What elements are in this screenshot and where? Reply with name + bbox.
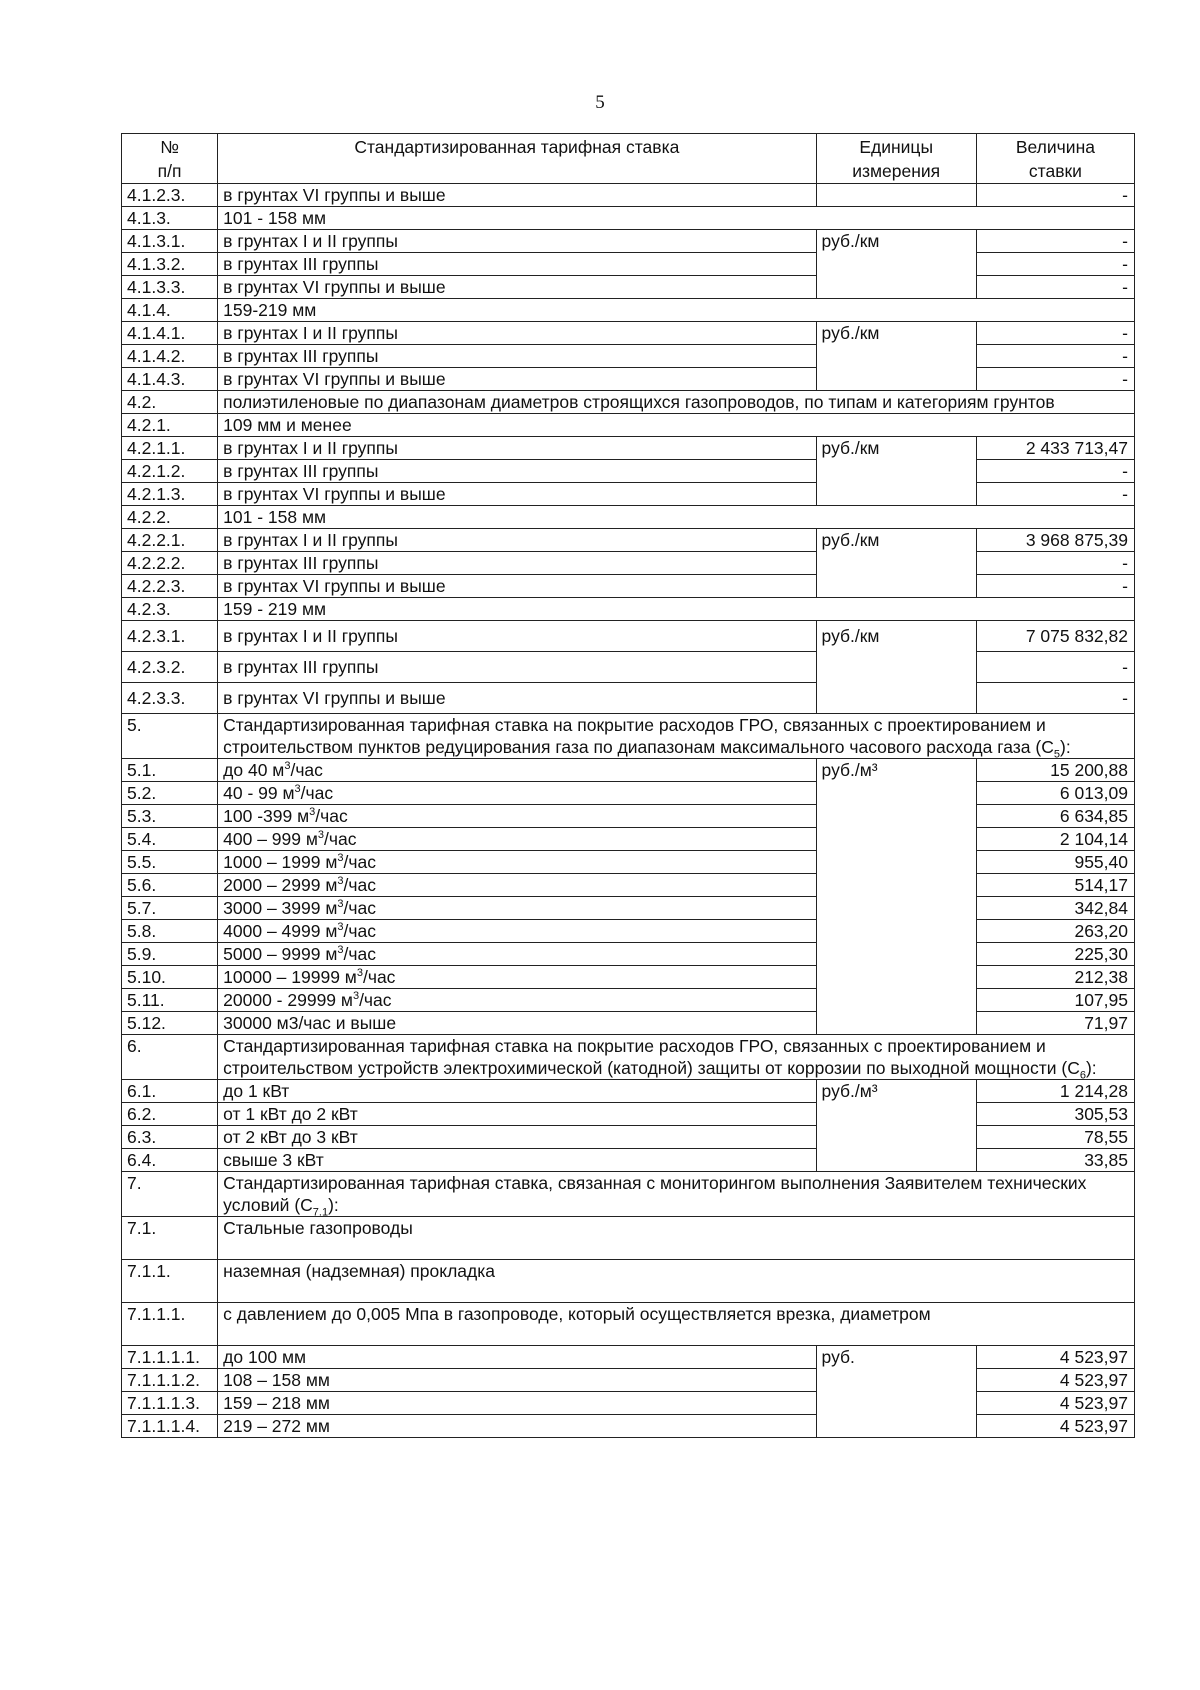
row-value: - xyxy=(976,184,1134,207)
table-row xyxy=(122,322,1135,345)
table-row xyxy=(122,1012,1135,1035)
row-title: в грунтах I и II группы xyxy=(218,437,816,460)
row-title: Стальные газопроводы xyxy=(218,1217,1135,1260)
table-row xyxy=(122,483,1135,506)
row-unit: руб./км xyxy=(816,322,976,391)
table-row xyxy=(122,1035,1135,1080)
row-value: - xyxy=(976,276,1134,299)
row-value: 78,55 xyxy=(976,1126,1134,1149)
row-number: 7.1.1.1.2. xyxy=(122,1369,218,1392)
row-value: 3 968 875,39 xyxy=(976,529,1134,552)
row-title: с давлением до 0,005 Мпа в газопроводе, который осуществляется врезка, диаметром xyxy=(218,1303,1135,1346)
row-title: в грунтах VI группы и выше xyxy=(218,683,816,714)
table-row xyxy=(122,874,1135,897)
row-number: 7. xyxy=(122,1172,218,1217)
row-title: Стандартизированная тарифная ставка на покрытие расходов ГРО, связанных с проектированием и строительством пунктов редуцирования газа по диапазонам максимального часового расхода газа $(C_5)$: xyxy=(218,714,1135,759)
row-title: 4000 – 4999 $м^3$/час xyxy=(218,920,816,943)
table-row xyxy=(122,207,1135,230)
row-number: 4.1.4. xyxy=(122,299,218,322)
table-row xyxy=(122,897,1135,920)
row-number: 6.2. xyxy=(122,1103,218,1126)
row-value: 225,30 xyxy=(976,943,1134,966)
row-number: 6.1. xyxy=(122,1080,218,1103)
table-row xyxy=(122,1303,1135,1346)
row-number: 5.8. xyxy=(122,920,218,943)
row-title: в грунтах III группы xyxy=(218,552,816,575)
table-row xyxy=(122,529,1135,552)
row-number: 5.12. xyxy=(122,1012,218,1035)
row-number: 6.4. xyxy=(122,1149,218,1172)
row-number: 4.1.4.1. xyxy=(122,322,218,345)
row-number: 4.1.3.2. xyxy=(122,253,218,276)
row-number: 4.2.1.1. xyxy=(122,437,218,460)
row-number: 4.2.2.2. xyxy=(122,552,218,575)
row-value: 4 523,97 xyxy=(976,1369,1134,1392)
row-number: 4.1.2.3. xyxy=(122,184,218,207)
row-title: 108 – 158 мм xyxy=(218,1369,816,1392)
row-value: - xyxy=(976,652,1134,683)
tariff-rates-table xyxy=(121,133,1135,1438)
row-value: - xyxy=(976,253,1134,276)
row-number: 7.1. xyxy=(122,1217,218,1260)
table-row xyxy=(122,621,1135,652)
row-number: 7.1.1.1.1. xyxy=(122,1346,218,1369)
row-title: Стандартизированная тарифная ставка, связанная с мониторингом выполнения Заявителем технических условий $(C_{7.1})$: xyxy=(218,1172,1135,1217)
table-row xyxy=(122,1260,1135,1303)
row-value: - xyxy=(976,683,1134,714)
row-title: Стандартизированная тарифная ставка на покрытие расходов ГРО, связанных с проектированием и строительством устройств электрохимической (катодной) защиты от коррозии по выходной мощности $(C_6)$: xyxy=(218,1035,1135,1080)
row-value: 33,85 xyxy=(976,1149,1134,1172)
table-row xyxy=(122,1346,1135,1369)
row-number: 5.6. xyxy=(122,874,218,897)
table-row xyxy=(122,805,1135,828)
row-title: в грунтах I и II группы xyxy=(218,621,816,652)
row-unit: руб./км xyxy=(816,621,976,714)
row-unit: руб./м³ xyxy=(816,759,976,1035)
row-title: в грунтах I и II группы xyxy=(218,322,816,345)
row-value: 6 013,09 xyxy=(976,782,1134,805)
row-value: 2 104,14 xyxy=(976,828,1134,851)
table-row xyxy=(122,920,1135,943)
row-value: - xyxy=(976,322,1134,345)
row-number: 7.1.1. xyxy=(122,1260,218,1303)
row-title: до 1 кВт xyxy=(218,1080,816,1103)
row-title: в грунтах I и II группы xyxy=(218,529,816,552)
row-title: 10000 – 19999 $м^3$/час xyxy=(218,966,816,989)
header-units: Единицы измерения xyxy=(816,134,976,184)
row-value: 342,84 xyxy=(976,897,1134,920)
row-title: 5000 – 9999 $м^3$/час xyxy=(218,943,816,966)
row-title: 219 – 272 мм xyxy=(218,1415,816,1438)
table-row xyxy=(122,1080,1135,1103)
table-row xyxy=(122,683,1135,714)
table-row xyxy=(122,1392,1135,1415)
row-number: 4.2.3.2. xyxy=(122,652,218,683)
row-number: 4.1.3. xyxy=(122,207,218,230)
row-value: - xyxy=(976,460,1134,483)
table-row xyxy=(122,1149,1135,1172)
row-number: 4.2.3.3. xyxy=(122,683,218,714)
row-number: 4.2.3. xyxy=(122,598,218,621)
row-number: 4.1.3.3. xyxy=(122,276,218,299)
table-row xyxy=(122,966,1135,989)
row-value: 305,53 xyxy=(976,1103,1134,1126)
row-unit: руб./м³ xyxy=(816,1080,976,1172)
row-title: в грунтах VI группы и выше xyxy=(218,276,816,299)
row-number: 7.1.1.1.3. xyxy=(122,1392,218,1415)
table-row xyxy=(122,1172,1135,1217)
header-rate-name: Стандартизированная тарифная ставка xyxy=(218,134,816,184)
row-title: 159-219 мм xyxy=(218,299,1135,322)
row-number: 5.1. xyxy=(122,759,218,782)
row-title: от 2 кВт до 3 кВт xyxy=(218,1126,816,1149)
row-value: 7 075 832,82 xyxy=(976,621,1134,652)
row-value: - xyxy=(976,345,1134,368)
header-value: Величина ставки xyxy=(976,134,1134,184)
row-value: - xyxy=(976,368,1134,391)
row-number: 5.11. xyxy=(122,989,218,1012)
row-value: 263,20 xyxy=(976,920,1134,943)
row-number: 4.2.3.1. xyxy=(122,621,218,652)
row-title: в грунтах I и II группы xyxy=(218,230,816,253)
row-title: в грунтах III группы xyxy=(218,345,816,368)
row-title: до 40 $м^3$/час xyxy=(218,759,816,782)
table-row xyxy=(122,1415,1135,1438)
table-row xyxy=(122,460,1135,483)
row-value: 955,40 xyxy=(976,851,1134,874)
row-value: 212,38 xyxy=(976,966,1134,989)
row-number: 5.9. xyxy=(122,943,218,966)
row-title: полиэтиленовые по диапазонам диаметров строящихся газопроводов, по типам и категориям грунтов xyxy=(218,391,1135,414)
row-number: 7.1.1.1.4. xyxy=(122,1415,218,1438)
row-value: - xyxy=(976,552,1134,575)
row-number: 4.2.1.2. xyxy=(122,460,218,483)
row-value: 107,95 xyxy=(976,989,1134,1012)
table-row xyxy=(122,253,1135,276)
table-row xyxy=(122,652,1135,683)
table-row xyxy=(122,1103,1135,1126)
table-row xyxy=(122,828,1135,851)
table-row xyxy=(122,391,1135,414)
table-row xyxy=(122,943,1135,966)
row-number: 4.1.4.2. xyxy=(122,345,218,368)
table-row xyxy=(122,759,1135,782)
row-value: 6 634,85 xyxy=(976,805,1134,828)
row-value: - xyxy=(976,483,1134,506)
row-title: 400 – 999 $м^3$/час xyxy=(218,828,816,851)
row-value: 2 433 713,47 xyxy=(976,437,1134,460)
table-row xyxy=(122,345,1135,368)
row-number: 4.1.3.1. xyxy=(122,230,218,253)
row-title: 1000 – 1999 $м^3$/час xyxy=(218,851,816,874)
table-row xyxy=(122,782,1135,805)
table-row xyxy=(122,552,1135,575)
table-row xyxy=(122,989,1135,1012)
row-title: в грунтах VI группы и выше xyxy=(218,575,816,598)
row-title: в грунтах III группы xyxy=(218,253,816,276)
table-row xyxy=(122,575,1135,598)
row-value: 514,17 xyxy=(976,874,1134,897)
row-title: в грунтах VI группы и выше xyxy=(218,368,816,391)
row-title: 109 мм и менее xyxy=(218,414,1135,437)
row-unit xyxy=(816,184,976,207)
row-value: - xyxy=(976,575,1134,598)
row-number: 5.2. xyxy=(122,782,218,805)
table-row xyxy=(122,851,1135,874)
row-value: 4 523,97 xyxy=(976,1392,1134,1415)
table-row xyxy=(122,276,1135,299)
row-value: 71,97 xyxy=(976,1012,1134,1035)
row-value: 4 523,97 xyxy=(976,1346,1134,1369)
row-title: 159 - 219 мм xyxy=(218,598,1135,621)
row-number: 4.2.2.1. xyxy=(122,529,218,552)
page-number: 5 xyxy=(595,92,605,113)
table-row xyxy=(122,414,1135,437)
row-number: 6.3. xyxy=(122,1126,218,1149)
row-number: 5.10. xyxy=(122,966,218,989)
row-title: в грунтах III группы xyxy=(218,652,816,683)
row-number: 4.2.2.3. xyxy=(122,575,218,598)
row-title: свыше 3 кВт xyxy=(218,1149,816,1172)
table-row xyxy=(122,230,1135,253)
row-unit: руб./км xyxy=(816,529,976,598)
row-number: 5.3. xyxy=(122,805,218,828)
table-row xyxy=(122,1126,1135,1149)
row-number: 7.1.1.1. xyxy=(122,1303,218,1346)
table-row xyxy=(122,714,1135,759)
row-title: 3000 – 3999 $м^3$/час xyxy=(218,897,816,920)
row-unit: руб./км xyxy=(816,437,976,506)
row-number: 4.2.2. xyxy=(122,506,218,529)
row-number: 4.2.1.3. xyxy=(122,483,218,506)
row-number: 4.1.4.3. xyxy=(122,368,218,391)
row-title: от 1 кВт до 2 кВт xyxy=(218,1103,816,1126)
row-number: 5. xyxy=(122,714,218,759)
row-unit: руб./км xyxy=(816,230,976,299)
table-row xyxy=(122,506,1135,529)
table-row xyxy=(122,1369,1135,1392)
row-title: 30000 м3/час и выше xyxy=(218,1012,816,1035)
table-row xyxy=(122,1217,1135,1260)
row-title: 101 - 158 мм xyxy=(218,207,1135,230)
row-number: 4.2.1. xyxy=(122,414,218,437)
row-value: 1 214,28 xyxy=(976,1080,1134,1103)
table-row xyxy=(122,184,1135,207)
row-title: 101 - 158 мм xyxy=(218,506,1135,529)
table-row xyxy=(122,299,1135,322)
row-number: 4.2. xyxy=(122,391,218,414)
row-title: 20000 - 29999 $м^3$/час xyxy=(218,989,816,1012)
row-unit: руб. xyxy=(816,1346,976,1438)
row-value: - xyxy=(976,230,1134,253)
row-title: 159 – 218 мм xyxy=(218,1392,816,1415)
table-header-row xyxy=(122,134,1135,184)
row-title: в грунтах III группы xyxy=(218,460,816,483)
row-number: 5.4. xyxy=(122,828,218,851)
row-title: 40 - 99 $м^3$/час xyxy=(218,782,816,805)
row-title: наземная (надземная) прокладка xyxy=(218,1260,1135,1303)
row-title: в грунтах VI группы и выше xyxy=(218,184,816,207)
row-title: в грунтах VI группы и выше xyxy=(218,483,816,506)
row-value: 15 200,88 xyxy=(976,759,1134,782)
row-number: 5.7. xyxy=(122,897,218,920)
table-row xyxy=(122,598,1135,621)
row-number: 5.5. xyxy=(122,851,218,874)
row-title: 100 -399 $м^3$/час xyxy=(218,805,816,828)
table-row xyxy=(122,368,1135,391)
table-row xyxy=(122,437,1135,460)
row-value: 4 523,97 xyxy=(976,1415,1134,1438)
row-number: 6. xyxy=(122,1035,218,1080)
row-title: до 100 мм xyxy=(218,1346,816,1369)
header-number: № п/п xyxy=(122,134,218,184)
row-title: 2000 – 2999 $м^3$/час xyxy=(218,874,816,897)
